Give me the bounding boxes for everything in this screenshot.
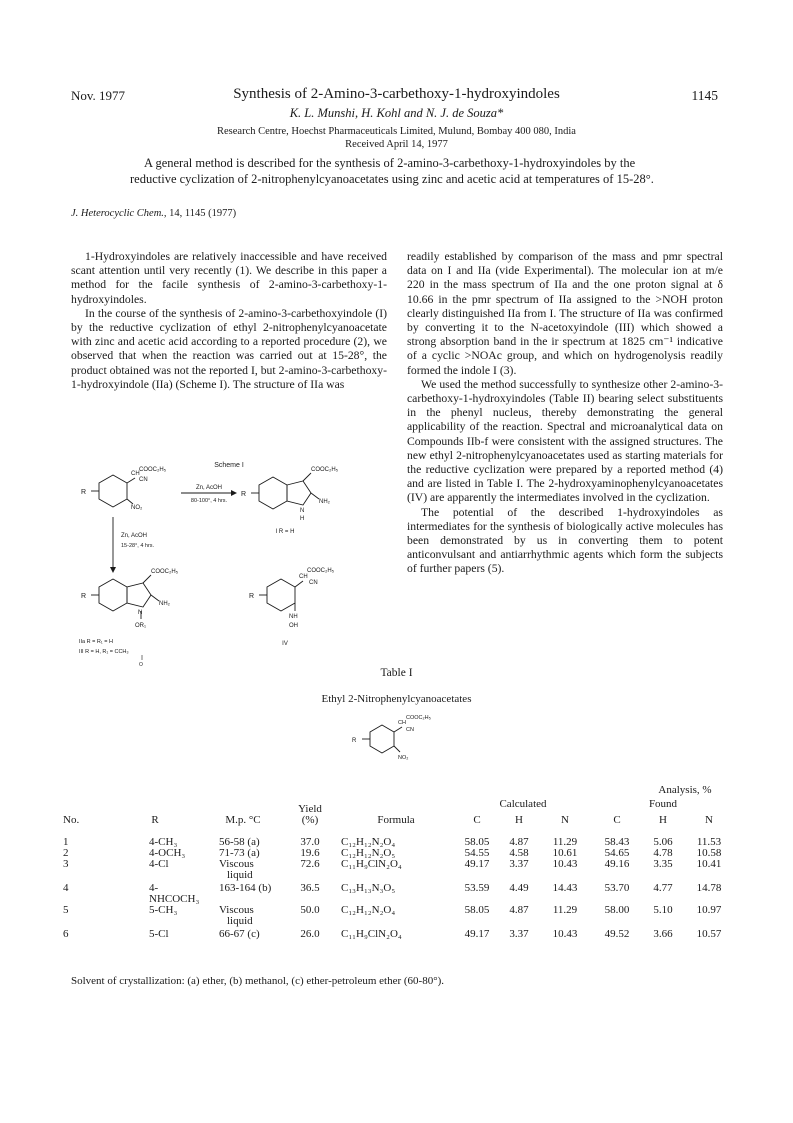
paragraph: We used the method successfully to synthesize other 2-amino-3-carbethoxy-1-hydroxyindoles (Table II) bearing select substituents in the phenyl nucleus, thereby demonstrating the general applicability of the reaction. Spectral and microanalytical data on Compounds IIb-f were consistent with the assigned structures. The new ethyl 2-nitrophenylcyanoacetates used as starting materials for the reductive cyclization were prepared by a reported method (4) and are listed in Table I. The 2-hydroxyaminophenylcyanoacetates (IV) are apparently the intermediates involved in the cyclization. — [407, 377, 723, 505]
table-cell — [283, 883, 337, 905]
cell-value: 14.78 — [696, 882, 722, 894]
paper-title: Synthesis of 2-Amino-3-carbethoxy-1-hydroxyindoles — [233, 86, 560, 102]
cell-value: 3.35 — [653, 858, 673, 870]
cell-value: 14.43 — [552, 882, 578, 894]
table-cell — [107, 859, 203, 883]
cell-value: 11.53 — [696, 836, 722, 848]
table-cell — [63, 859, 107, 883]
cell-value: 10.43 — [552, 928, 578, 940]
column-header: C — [473, 814, 481, 826]
table-cell — [455, 859, 499, 883]
cell-value: liquid — [227, 869, 253, 881]
cell-value: 5 — [63, 904, 69, 916]
column-header: Formula — [377, 814, 415, 826]
table-cell — [203, 859, 283, 883]
cell-value: 5-CH₃ — [149, 904, 178, 916]
cell-value: 3 — [63, 858, 69, 870]
cell-value: 72.6 — [300, 858, 320, 870]
table-cell — [283, 905, 337, 929]
table-cell — [499, 905, 539, 929]
table-footnote: Solvent of crystallization: (a) ether, (b) methanol, (c) ether-petroleum ether (60-80°). — [71, 975, 445, 987]
table-cell — [455, 905, 499, 929]
table-cell — [107, 929, 203, 945]
cell-value: 4 — [63, 882, 69, 894]
table-cell — [499, 883, 539, 905]
cell-value: 11.29 — [552, 836, 578, 848]
cell-value: C₁₂H₁₂N₂O₄ — [341, 836, 396, 848]
cell-value: C₁₁H₉ClN₂O₄ — [341, 858, 402, 870]
cell-value: 66-67 (c) — [219, 928, 260, 940]
condition-label: Zn, AcOH — [195, 485, 223, 491]
cell-value: 50.0 — [300, 904, 320, 916]
table-cell — [283, 859, 337, 883]
scheme-title: Scheme I — [214, 462, 244, 469]
table-cell — [63, 883, 107, 905]
table-cell — [203, 905, 283, 929]
table-row — [63, 883, 735, 905]
table-cell — [499, 859, 539, 883]
h-label: H — [300, 516, 305, 522]
table-cell — [539, 883, 591, 905]
ch-label: CH — [299, 574, 308, 580]
cooet-label: COOC₂H₅ — [139, 467, 167, 473]
column-header: C — [613, 814, 621, 826]
cell-value: 4.77 — [653, 882, 673, 894]
authors: K. L. Munshi, H. Kohl and N. J. de Souza* — [289, 106, 504, 120]
n-label: N — [300, 508, 305, 514]
cooet-label: COOC₂H₅ — [151, 569, 179, 575]
cell-value: 11.29 — [552, 904, 578, 916]
table-cell — [337, 859, 455, 883]
table-cell — [643, 905, 683, 929]
left-column — [71, 250, 387, 392]
page-number: 1145 — [691, 88, 718, 103]
cell-value: 4.58 — [509, 847, 529, 859]
cn-label: CN — [406, 727, 414, 733]
cell-value: 10.97 — [696, 904, 722, 916]
ch-label: CH — [131, 471, 140, 477]
cell-value: 10.58 — [696, 847, 722, 859]
cell-value: 58.00 — [604, 904, 630, 916]
cell-value: 3.66 — [653, 928, 673, 940]
nh2-label: NH₂ — [159, 601, 170, 607]
cell-value: 10.41 — [696, 858, 722, 870]
table-cell — [455, 883, 499, 905]
cell-value: 5.10 — [653, 904, 673, 916]
table-cell — [63, 837, 107, 848]
column-header: (%) — [301, 814, 319, 826]
journal-name: J. Heterocyclic Chem., — [71, 208, 167, 219]
nh2-label: NH₂ — [319, 499, 330, 505]
cell-value: 4-CH₃ — [149, 836, 178, 848]
r-label: R — [81, 593, 87, 600]
cell-value: 4.87 — [509, 904, 529, 916]
table-cell — [203, 929, 283, 945]
table-cell — [337, 883, 455, 905]
calculated-header: Calculated — [499, 798, 547, 810]
cell-value: 4.78 — [653, 847, 673, 859]
cell-value: 56-58 (a) — [219, 836, 260, 848]
column-header: N — [561, 814, 569, 826]
column-header: H — [515, 814, 523, 826]
cell-value: 54.55 — [464, 847, 490, 859]
cell-value: 4-OCH₃ — [149, 847, 186, 859]
cell-value: 4-NHCOCH₃ — [149, 882, 200, 905]
table-title: Table I — [380, 667, 413, 679]
table-cell — [539, 859, 591, 883]
cell-value: C₁₃H₁₃N₃O₅ — [341, 882, 396, 894]
journal-ref: 14, 1145 (1977) — [166, 208, 237, 219]
table-cell — [337, 929, 455, 945]
cooet-label: COOC₂H₅ — [307, 568, 335, 574]
cn-label: CN — [309, 580, 318, 586]
cell-value: 49.17 — [464, 928, 490, 940]
found-header: Found — [648, 798, 678, 810]
table-cell — [455, 929, 499, 945]
table-cell — [683, 859, 735, 883]
cell-value: 36.5 — [300, 882, 320, 894]
journal-citation — [71, 208, 236, 219]
indole-IIa-structure — [91, 575, 159, 619]
cell-value: 4-Cl — [149, 858, 169, 870]
starting-material-structure — [91, 475, 135, 507]
cell-value: 4.49 — [509, 882, 529, 894]
cell-value: 49.52 — [604, 928, 630, 940]
compound-label: I R = H — [275, 529, 295, 535]
cell-value: 58.43 — [604, 836, 630, 848]
cell-value: 6 — [63, 928, 69, 940]
analysis-header: Analysis, % — [658, 784, 712, 796]
table-cell — [683, 883, 735, 905]
cell-value: 163-164 (b) — [219, 882, 272, 894]
table-cell — [683, 905, 735, 929]
cell-value: 5.06 — [653, 836, 673, 848]
cell-value: 10.43 — [552, 858, 578, 870]
r-label: R — [241, 491, 247, 498]
cell-value: 3.37 — [509, 928, 529, 940]
cell-value: C₁₂H₁₂N₂O₅ — [341, 847, 396, 859]
column-header: N — [705, 814, 713, 826]
table-row — [63, 929, 735, 945]
table-cell — [283, 929, 337, 945]
r-label: R — [81, 489, 87, 496]
cell-value: 2 — [63, 847, 69, 859]
or1-label: OR₁ — [135, 623, 147, 629]
column-header: No. — [63, 814, 80, 826]
condition-label: 80-100°, 4 hrs. — [190, 498, 228, 504]
table-row — [63, 859, 735, 883]
cell-value: 53.70 — [604, 882, 630, 894]
cell-value: 58.05 — [464, 904, 490, 916]
table-cell — [337, 905, 455, 929]
cell-value: 10.57 — [696, 928, 722, 940]
table-cell — [63, 929, 107, 945]
cell-value: 37.0 — [300, 836, 320, 848]
cell-value: 3.37 — [509, 858, 529, 870]
paragraph: readily established by comparison of the mass and pmr spectral data on I and IIa (vide Experimental). The molecular ion at m/e 220 in the mass spectrum of IIa and the one proton signal at δ 10.66 in the pmr spectrum of IIa assigned to the >NOH proton clearly distinguished IIa from I. The structure of IIa was confirmed by converting it to the N-acetoxyindole (III) which showed a strong absorption band in the ir spectrum at 1825 cm⁻¹ indicative of a cyclic >NOAc group, and which on hydrogenolysis readily formed the indole I (3). — [407, 250, 723, 377]
no2-label: NO₂ — [131, 505, 143, 511]
oh-label: OH — [289, 623, 298, 629]
compound-label: IV — [282, 641, 288, 647]
table-cell — [591, 883, 643, 905]
condition-label: Zn, AcOH — [121, 533, 148, 539]
table-cell — [643, 929, 683, 945]
table-subtitle: Ethyl 2-Nitrophenylcyanoacetates — [321, 693, 472, 705]
column-header: Yield — [298, 803, 322, 815]
cell-value: 5-Cl — [149, 928, 169, 940]
cooet-label: COOC₂H₅ — [406, 715, 431, 721]
cell-value: liquid — [227, 915, 253, 927]
table-cell — [591, 859, 643, 883]
table-cell — [643, 859, 683, 883]
cell-value: 10.61 — [552, 847, 578, 859]
cell-value: 26.0 — [300, 928, 320, 940]
r-label: R — [249, 593, 255, 600]
cn-label: CN — [139, 477, 148, 483]
cell-value: 49.17 — [464, 858, 490, 870]
cell-value: 54.65 — [604, 847, 630, 859]
table-row — [63, 905, 735, 929]
cell-value: 49.16 — [604, 858, 630, 870]
cell-value: C₁₁H₉ClN₂O₄ — [341, 928, 402, 940]
cell-value: 71-73 (a) — [219, 847, 260, 859]
compound-label: III R = H, R₁ = CCH₃ — [79, 649, 129, 655]
scheme-diagram — [71, 459, 387, 674]
table-cell — [643, 883, 683, 905]
cell-value: Viscous — [219, 904, 254, 916]
column-header: R — [151, 814, 159, 826]
cell-value: Viscous — [219, 858, 254, 870]
cell-value: C₁₂H₁₂N₂O₄ — [341, 904, 396, 916]
affiliation: Research Centre, Hoechst Pharmaceuticals Limited, Mulund, Bombay 400 080, India — [217, 126, 576, 137]
compound-label: IIa R = R₁ = H — [79, 639, 113, 645]
r-label: R — [352, 738, 357, 744]
indole-I-structure — [251, 473, 319, 509]
table-cell — [203, 883, 283, 905]
cooet-label: COOC₂H₅ — [311, 467, 339, 473]
cell-value: 53.59 — [464, 882, 490, 894]
no2-label: NO₂ — [398, 755, 409, 761]
n-label: N — [138, 610, 143, 616]
cell-value: 19.6 — [300, 847, 320, 859]
right-column — [407, 250, 723, 577]
table-cell — [499, 929, 539, 945]
condition-label: 15-28°, 4 hrs. — [121, 543, 155, 549]
ch-label: CH — [398, 720, 406, 726]
table-cell — [107, 883, 203, 905]
nh-label: NH — [289, 614, 298, 620]
column-header: H — [659, 814, 667, 826]
table-cell — [63, 905, 107, 929]
table-cell — [591, 905, 643, 929]
data-table — [63, 785, 735, 945]
table-cell — [591, 929, 643, 945]
table-cell — [539, 929, 591, 945]
paragraph: In the course of the synthesis of 2-amino-3-carbethoxyindole (I) by the reductive cyclization of ethyl 2-nitrophenylcyanoacetate with zinc and acetic acid according to a reported procedure (2), we observed that when the reaction was carried out at 15-28°, the product obtained was not the reported I, but 2-amino-3-carbethoxy-1-hydroxyindole (IIa) (Scheme I). The structure of IIa was — [71, 306, 387, 391]
cell-value: 1 — [63, 836, 69, 848]
paragraph: The potential of the described 1-hydroxyindoles as intermediates for the synthesis of biologically active molecules has been demonstrated by us in converting them to potent anticonvulsant and antiarrhythmic agents which form the subjects of further papers (5). — [407, 505, 723, 576]
table-structure-diagram — [350, 710, 470, 770]
cell-value: 58.05 — [464, 836, 490, 848]
received-date: Received April 14, 1977 — [345, 139, 448, 150]
abstract: A general method is described for the synthesis of 2-amino-3-carbethoxy-1-hydroxyindoles by the reductive cyclization of 2-nitrophenylcyanoacetates using zinc and acetic acid at temperatures of 15-28°. — [130, 156, 654, 186]
o-label: O — [139, 662, 143, 668]
paragraph: 1-Hydroxyindoles are relatively inaccessible and have received scant attention until very recently (1). We describe in this paper a method for the facile synthesis of 2-amino-3-carbethoxy-1-hydroxyindoles. — [71, 250, 387, 306]
table-cell — [683, 929, 735, 945]
cell-value: 4.87 — [509, 836, 529, 848]
table-cell — [539, 905, 591, 929]
table-cell — [107, 905, 203, 929]
running-header-date: Nov. 1977 — [71, 88, 126, 103]
intermediate-IV-structure — [259, 579, 303, 611]
column-header: M.p. °C — [225, 814, 261, 826]
table-cell — [63, 848, 107, 859]
